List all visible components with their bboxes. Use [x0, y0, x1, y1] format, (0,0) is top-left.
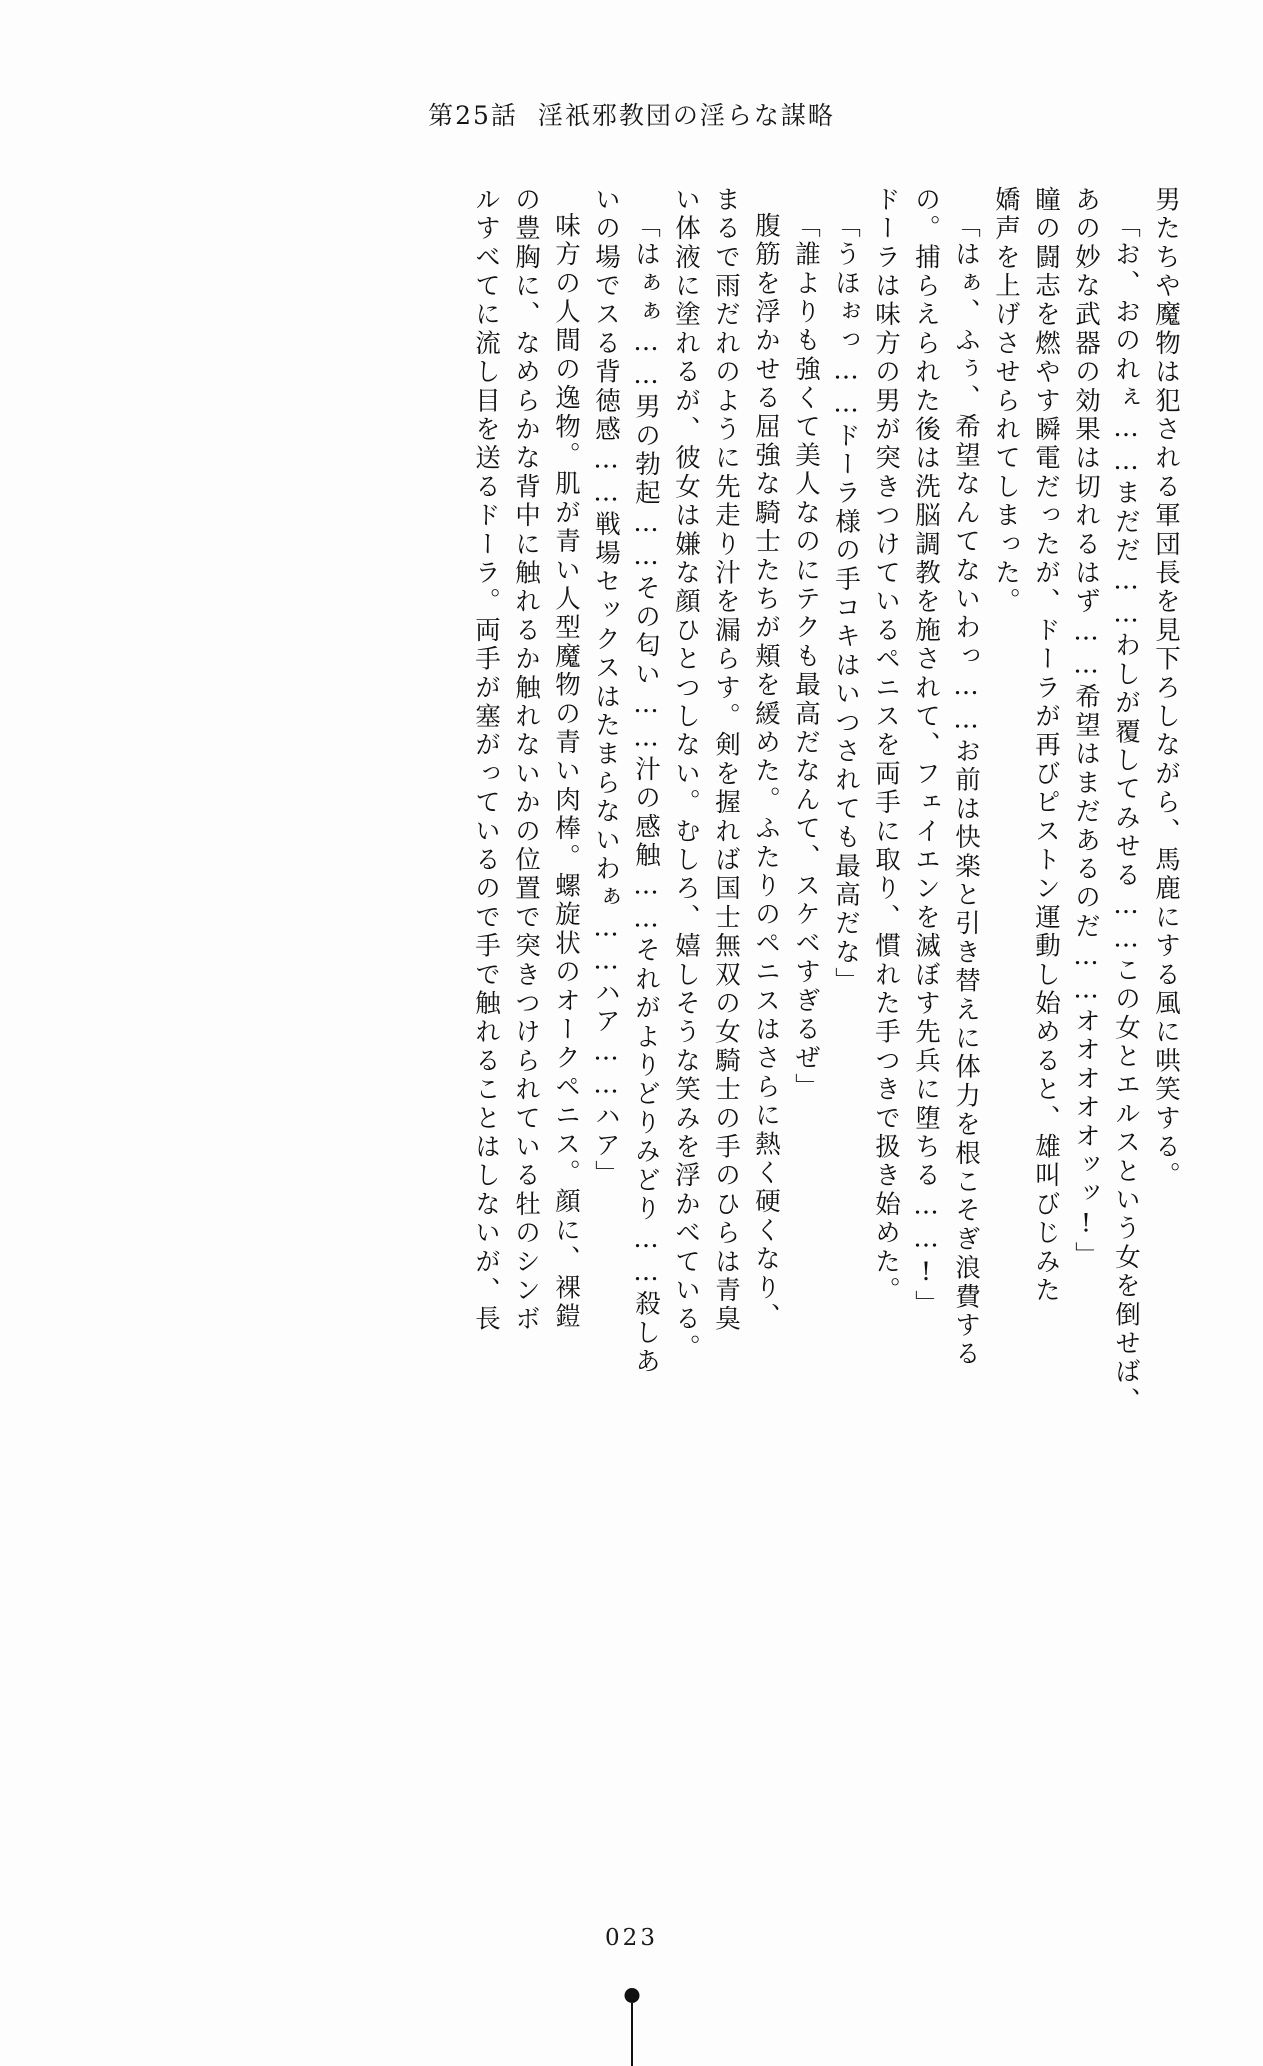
text-column: の。捕らえられた後は洗脳調教を施されて、フェイエンを滅ぼす先兵に堕ちる……!」 — [911, 186, 941, 1319]
body-text-columns — [88, 186, 1181, 1496]
chapter-number: 第25話 — [428, 101, 518, 130]
text-column: 腹筋を浮かせる屈強な騎士たちが頬を緩めた。ふたりのペニスはさらに熱く硬くなり、 — [751, 212, 781, 1332]
text-column: 瞳の闘志を燃やす瞬電だったが、ドーラが再びピストン運動し始めると、雄叫びじみた — [1031, 186, 1061, 1306]
text-column: 男たちや魔物は犯される軍団長を見下ろしながら、馬鹿にする風に哄笑する。 — [1151, 186, 1181, 1191]
text-column: 味方の人間の逸物。肌が青い人型魔物の青い肉棒。螺旋状のオークペニス。顔に、裸鎧 — [551, 212, 581, 1332]
binding-dot-mark — [624, 1988, 639, 2003]
text-column: いの場でスる背徳感……戦場セックスはたまらないわぁ……ハア……ハア」 — [591, 186, 621, 1189]
text-column: 「はぁ、ふぅ、希望なんてないわっ……お前は快楽と引き替えに体力を根こそぎ浪費する — [951, 212, 981, 1370]
text-column: ドーラは味方の男が突きつけているペニスを両手に取り、慣れた手つきで扱き始めた。 — [871, 186, 901, 1306]
text-column: 「うほぉっ……ドーラ様の手コキはいつされても最高だな」 — [831, 212, 861, 996]
text-column: 「お、おのれぇ……まだだ……わしが覆してみせる……この女とエルスという女を倒せば、 — [1111, 212, 1141, 1416]
binding-line-mark — [631, 2003, 633, 2066]
text-column: 嬌声を上げさせられてしまった。 — [991, 186, 1021, 617]
text-column: ルすべてに流し目を送るドーラ。両手が塞がっているので手で触れることはしないが、長 — [471, 186, 501, 1334]
running-head — [0, 96, 1263, 132]
text-column: 「はぁぁ……男の勃起……その匂い……汁の感触……それがよりどりみどり……殺しあ — [631, 212, 661, 1377]
text-column: あの妙な武器の効果は切れるはず……希望はまだあるのだ……オオオオオッッ!」 — [1071, 186, 1101, 1271]
text-column: の豊胸に、なめらかな背中に触れるか触れないかの位置で突きつけられている牡のシンボ — [511, 186, 541, 1334]
page-number: 023 — [605, 1925, 658, 1951]
text-column: い体液に塗れるが、彼女は嫌な顔ひとつしない。むしろ、嬉しそうな笑みを浮かべている。 — [671, 186, 701, 1363]
text-column: 「誰よりも強くて美人なのにテクも最高だなんて、スケベすぎるぜ」 — [791, 212, 821, 1102]
chapter-title: 淫祇邪教団の淫らな謀略 — [537, 101, 835, 130]
text-column: まるで雨だれのように先走り汁を漏らす。剣を握れば国士無双の女騎士の手のひらは青臭 — [711, 186, 741, 1335]
